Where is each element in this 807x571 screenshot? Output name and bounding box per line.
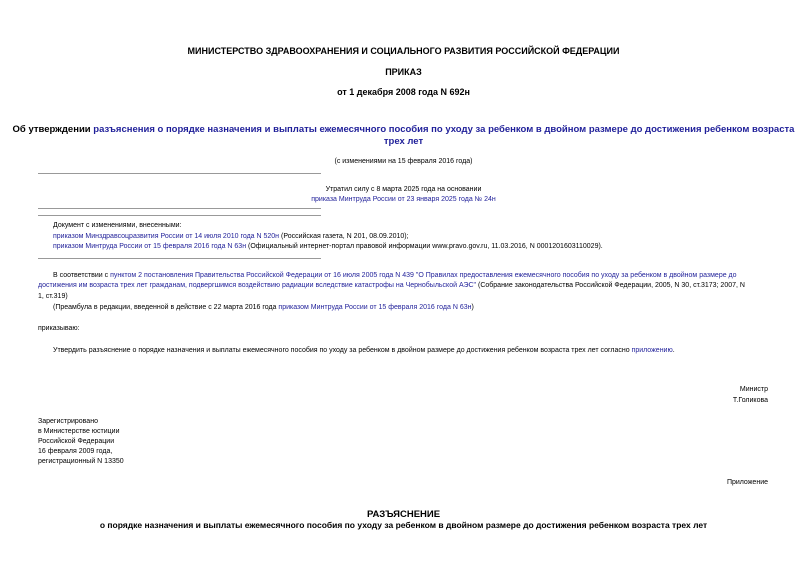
registration-line: 16 февраля 2009 года, [38,448,113,455]
amendment-link-2[interactable]: приказом Минтруда России от 15 февраля 2016 года N 63н [53,243,247,250]
preamble-line-3: 1, ст.319) [38,293,68,300]
appendix-label: Приложение [726,479,768,486]
expired-link[interactable]: приказа Минтруда России от 23 января 2025 года № 24н [311,196,496,203]
registration-line: Российской Федерации [38,438,115,445]
doc-type: ПРИКАЗ [385,67,422,77]
registration-line: Зарегистрировано [38,418,98,425]
divider [38,173,321,174]
order-word: приказываю: [38,325,80,332]
preamble-link[interactable]: пунктом 2 постановления Правительства Российской Федерации от 16 июля 2005 года N 439 "О Правилах предоставления ежемесячного пособия по уходу за ребенком в двойном размере до [110,272,737,279]
preamble-text: В соответствии с [53,272,111,279]
preamble-note-link[interactable]: приказом Минтруда России от 15 февраля 2016 года N 63н [278,304,472,311]
approve-paragraph [53,346,675,356]
doc-date-number: от 1 декабря 2008 года N 692н [337,87,470,97]
title-line2 [0,136,807,147]
preamble-edit-note [53,303,474,313]
appendix-subtitle: о порядке назначения и выплаты ежемесячного пособия по уходу за ребенком в двойном размере до достижения ребенком возраста трех лет [99,520,708,530]
registration-line: регистрационный N 13350 [38,458,124,465]
registration-block [38,417,124,467]
registration-line: в Министерстве юстиции [38,428,120,435]
appendix-title: РАЗЪЯСНЕНИЕ [366,509,441,520]
preamble-line-1 [53,271,737,281]
amendment-item-1 [53,232,409,242]
title-link-line2[interactable]: трех лет [383,136,424,147]
document-title [0,124,807,135]
signature-name: Т.Голикова [732,397,768,404]
preamble-note-text: (Преамбула в редакции, введенной в действие с 22 марта 2016 года [53,304,279,311]
approve-end: . [672,347,675,354]
amendment-text-2: (Официальный интернет-портал правовой информации www.pravo.gov.ru, 11.03.2016, N 0001201603110029). [246,243,603,250]
title-prefix: Об утверждении [12,124,94,135]
preamble-text-2: (Собрание законодательства Российской Федерации, 2005, N 30, ст.3173; 2007, N [476,282,745,289]
approve-text: Утвердить разъяснение о порядке назначения и выплаты ежемесячного пособия по уходу за ребенком в двойном размере до достижения ребенком возраста трех лет согласно [53,347,632,354]
amendment-text-1: (Российская газета, N 201, 08.09.2010); [279,233,409,240]
preamble-note-end: ) [471,304,474,311]
divider [38,215,321,216]
expired-link-row [0,195,807,205]
amendment-link-1[interactable]: приказом Минздравсоцразвития России от 14 июля 2010 года N 520н [53,233,280,240]
expired-note: Утратил силу с 8 марта 2025 года на основании [325,186,482,193]
title-link[interactable]: разъяснения о порядке назначения и выплаты ежемесячного пособия по уходу за ребенком в двойном размере до достижения ребенком возраста [93,124,795,135]
amendment-item-2 [53,242,603,252]
preamble-line-2 [38,281,745,291]
divider [38,208,321,209]
appendix-link[interactable]: приложению [631,347,673,354]
divider [38,258,321,259]
revision-note: (с изменениями на 15 февраля 2016 года) [334,158,473,165]
ministry-heading: МИНИСТЕРСТВО ЗДРАВООХРАНЕНИЯ И СОЦИАЛЬНОГО РАЗВИТИЯ РОССИЙСКОЙ ФЕДЕРАЦИИ [187,46,620,56]
preamble-link-cont[interactable]: достижения им возраста трех лет гражданам, подвергшимся воздействию радиации вследствие катастрофы на Чернобыльской АЭС" [38,282,477,289]
amended-label: Документ с изменениями, внесенными: [53,222,182,229]
signature-title: Министр [739,386,768,393]
